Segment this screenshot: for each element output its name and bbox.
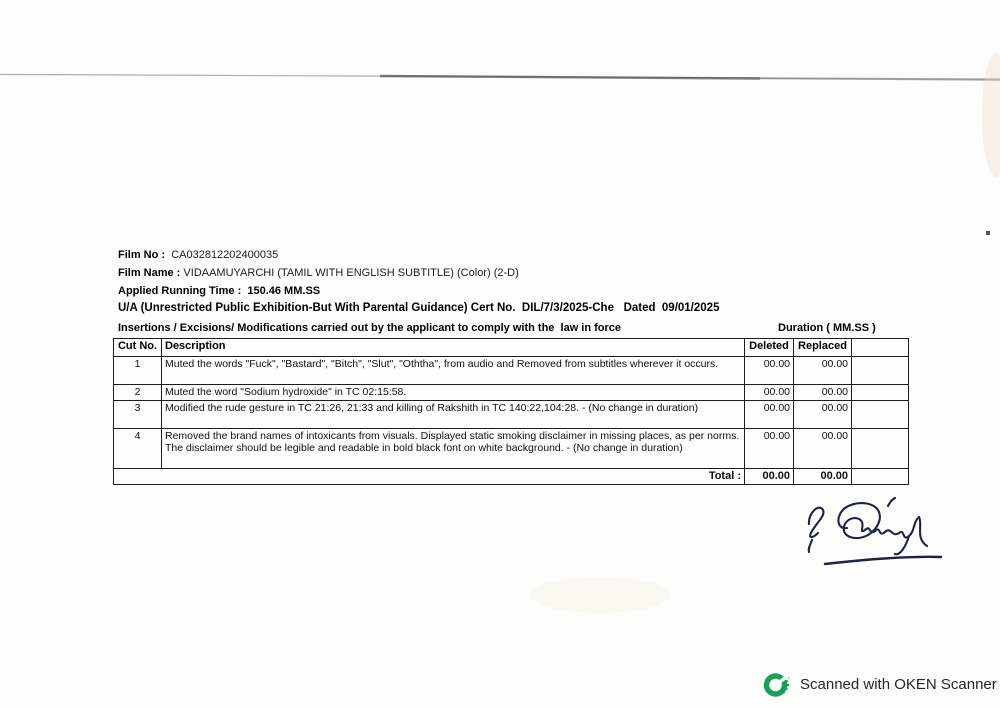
scanner-credit-text: Scanned with OKEN Scanner [800,676,997,693]
table-row [114,385,909,401]
empty-cell [852,357,909,385]
cut-no-cell: 4 [114,428,162,468]
cut-no-cell: 3 [114,400,162,428]
description-cell: Removed the brand names of intoxicants from visuals. Displayed static smoking disclaimer in missing places, as per norms. The disclaimer should be legible and readable in bold black font on white background. - (No change in duration) [162,428,745,468]
replaced-cell: 00.00 [794,357,852,385]
cert-label: U/A (Unrestricted Public Exhibition-But With Parental Guidance) Cert No. [118,302,516,314]
dated-label: Dated [623,302,656,314]
cuts-table-container [113,338,909,485]
film-name-label: Film Name : [118,267,181,279]
total-replaced-cell: 00.00 [794,468,852,484]
description-cell: Muted the word "Sodium hydroxide" in TC 02:15:58. [162,385,745,401]
deleted-cell: 00.00 [745,400,794,428]
header-cut-no: Cut No. [114,339,162,357]
film-no-line [118,249,278,262]
table-caption: Insertions / Excisions/ Modifications carried out by the applicant to comply with the law in force [118,322,622,334]
header-deleted: Deleted [745,339,794,357]
replaced-cell: 00.00 [794,428,852,468]
cut-no-cell: 2 [114,385,162,401]
total-label-cell: Total : [114,468,745,484]
running-time-label: Applied Running Time : [118,285,242,297]
description-cell: Muted the words "Fuck", "Bastard", "Bitch", "Slut", "Oththa", from audio and Removed from subtitles wherever it occurs. [162,357,745,385]
table-total-row [114,468,909,484]
description-cell: Modified the rude gesture in TC 21:26, 21:33 and killing of Rakshith in TC 140:22,104:28. - (No change in duration) [162,400,745,428]
film-name-line [118,267,519,280]
oken-scanner-logo-icon [763,671,791,699]
deleted-cell: 00.00 [745,357,794,385]
cut-no-cell: 1 [114,357,162,385]
table-row [114,400,909,428]
replaced-cell: 00.00 [794,400,852,428]
table-header-row [114,339,909,357]
empty-cell [852,428,909,468]
cuts-table [113,338,909,485]
cert-date-value: 09/01/2025 [661,302,720,314]
deleted-cell: 00.00 [745,428,794,468]
table-row [114,357,909,385]
running-time-value: 150.46 MM.SS [247,285,321,297]
empty-cell [852,385,909,401]
running-time-line [118,285,320,298]
header-replaced: Replaced [794,339,852,357]
total-deleted-cell: 00.00 [745,468,794,484]
table-row [114,428,909,468]
deleted-cell: 00.00 [745,385,794,401]
signature [795,494,960,572]
header-empty [852,339,909,357]
empty-cell [852,400,909,428]
cert-no-value: DIL/7/3/2025-Che [521,302,614,314]
film-name-value: VIDAAMUYARCHI (TAMIL WITH ENGLISH SUBTITLE) (Color) (2-D) [183,267,519,279]
header-description: Description [162,339,745,357]
film-no-value: CA032812202400035 [171,249,279,261]
film-no-label: Film No : [118,249,166,261]
empty-cell [852,468,909,484]
certificate-line [118,302,719,315]
replaced-cell: 00.00 [794,385,852,401]
duration-header: Duration ( MM.SS ) [778,322,876,334]
